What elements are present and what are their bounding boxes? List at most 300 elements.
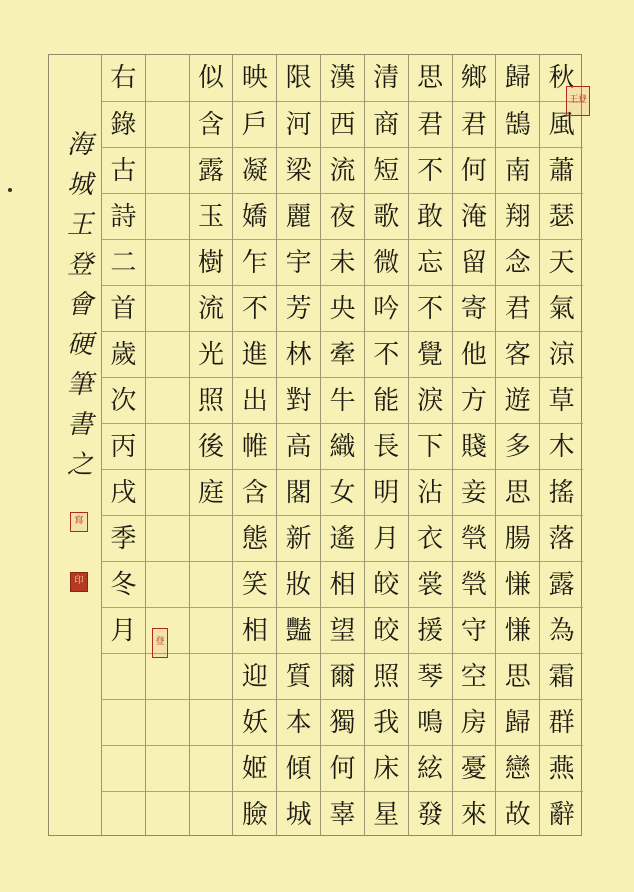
character: 錄 bbox=[110, 109, 137, 140]
character: 群 bbox=[548, 707, 575, 738]
char-cell bbox=[190, 699, 233, 745]
character: 玉 bbox=[198, 201, 225, 232]
character: 戌 bbox=[110, 477, 137, 508]
character: 右 bbox=[110, 63, 137, 93]
text-column-5 bbox=[364, 55, 408, 835]
character: 詩 bbox=[110, 201, 137, 232]
char-cell bbox=[146, 791, 189, 837]
char-cell bbox=[409, 607, 452, 653]
character: 清 bbox=[373, 63, 400, 93]
character: 氣 bbox=[548, 293, 575, 324]
char-cell bbox=[496, 193, 539, 239]
char-cell bbox=[102, 101, 145, 147]
char-cell bbox=[321, 285, 364, 331]
mid-seal: 寫 bbox=[70, 512, 88, 532]
character: 高 bbox=[285, 431, 312, 462]
char-cell bbox=[540, 285, 583, 331]
char-cell bbox=[146, 699, 189, 745]
char-cell bbox=[365, 653, 408, 699]
char-cell bbox=[190, 515, 233, 561]
char-cell bbox=[409, 745, 452, 791]
char-cell bbox=[365, 239, 408, 285]
char-cell bbox=[496, 423, 539, 469]
char-cell bbox=[277, 55, 320, 101]
character: 敢 bbox=[417, 201, 444, 232]
character: 歌 bbox=[373, 201, 400, 232]
character: 琴 bbox=[417, 661, 444, 692]
char-cell bbox=[321, 55, 364, 101]
char-cell bbox=[365, 791, 408, 837]
char-cell bbox=[365, 699, 408, 745]
char-cell bbox=[540, 791, 583, 837]
char-cell bbox=[453, 607, 496, 653]
character: 妖 bbox=[241, 707, 268, 738]
char-cell bbox=[321, 561, 364, 607]
char-cell bbox=[102, 561, 145, 607]
char-cell bbox=[409, 331, 452, 377]
char-cell bbox=[365, 423, 408, 469]
char-cell bbox=[233, 469, 276, 515]
character: 君 bbox=[460, 109, 487, 140]
char-cell bbox=[277, 791, 320, 837]
char-cell bbox=[277, 239, 320, 285]
character: 我 bbox=[373, 707, 400, 738]
character: 宇 bbox=[285, 247, 312, 278]
character: 照 bbox=[198, 385, 225, 416]
character: 含 bbox=[241, 477, 268, 508]
character: 商 bbox=[373, 109, 400, 140]
signature-column bbox=[58, 130, 98, 510]
char-cell bbox=[453, 285, 496, 331]
char-cell bbox=[496, 469, 539, 515]
character: 風 bbox=[548, 109, 575, 140]
character: 古 bbox=[110, 155, 137, 186]
char-cell bbox=[321, 193, 364, 239]
char-cell bbox=[146, 239, 189, 285]
char-cell bbox=[146, 561, 189, 607]
character: 冬 bbox=[110, 569, 137, 600]
character: 對 bbox=[285, 385, 312, 416]
character: 搖 bbox=[548, 477, 575, 508]
character: 腸 bbox=[504, 523, 531, 554]
character: 翔 bbox=[504, 201, 531, 232]
char-cell bbox=[540, 239, 583, 285]
character: 明 bbox=[373, 477, 400, 508]
character: 城 bbox=[285, 799, 312, 830]
text-column-6 bbox=[320, 55, 364, 835]
char-cell bbox=[277, 745, 320, 791]
character: 寄 bbox=[460, 293, 487, 324]
char-cell bbox=[453, 561, 496, 607]
char-cell bbox=[102, 423, 145, 469]
character: 來 bbox=[460, 799, 487, 830]
char-cell bbox=[496, 285, 539, 331]
char-cell bbox=[190, 193, 233, 239]
character: 首 bbox=[110, 293, 137, 324]
character: 淹 bbox=[460, 201, 487, 232]
character: 短 bbox=[373, 155, 400, 186]
character: 爾 bbox=[329, 661, 356, 692]
character: 含 bbox=[198, 109, 225, 140]
char-cell bbox=[321, 469, 364, 515]
char-cell bbox=[233, 377, 276, 423]
char-cell bbox=[190, 239, 233, 285]
character: 淚 bbox=[417, 385, 444, 416]
char-cell bbox=[277, 193, 320, 239]
char-cell bbox=[365, 331, 408, 377]
char-cell bbox=[190, 285, 233, 331]
character: 他 bbox=[460, 339, 487, 370]
character: 天 bbox=[548, 247, 575, 278]
char-cell bbox=[277, 147, 320, 193]
char-cell bbox=[453, 55, 496, 101]
char-cell bbox=[190, 331, 233, 377]
char-cell bbox=[277, 423, 320, 469]
char-cell bbox=[146, 469, 189, 515]
character: 相 bbox=[241, 615, 268, 646]
character: 星 bbox=[373, 799, 400, 830]
character: 瑟 bbox=[548, 201, 575, 232]
char-cell bbox=[277, 653, 320, 699]
character: 月 bbox=[110, 615, 137, 646]
char-cell bbox=[146, 745, 189, 791]
char-cell bbox=[365, 607, 408, 653]
character: 織 bbox=[329, 431, 356, 462]
char-cell bbox=[365, 147, 408, 193]
character: 遙 bbox=[329, 523, 356, 554]
character: 不 bbox=[417, 293, 444, 324]
char-cell bbox=[409, 699, 452, 745]
char-cell bbox=[321, 239, 364, 285]
char-cell bbox=[190, 423, 233, 469]
char-cell bbox=[321, 101, 364, 147]
char-cell bbox=[496, 607, 539, 653]
character: 辜 bbox=[329, 799, 356, 830]
text-column-7 bbox=[276, 55, 320, 835]
text-column-4 bbox=[408, 55, 452, 835]
character: 衣 bbox=[417, 523, 444, 554]
char-cell bbox=[321, 377, 364, 423]
character: 發 bbox=[417, 799, 444, 830]
char-cell bbox=[102, 331, 145, 377]
char-cell bbox=[321, 515, 364, 561]
character: 麗 bbox=[285, 201, 312, 232]
char-cell bbox=[277, 607, 320, 653]
char-cell bbox=[409, 653, 452, 699]
char-cell bbox=[321, 423, 364, 469]
character: 次 bbox=[110, 385, 137, 416]
character: 忘 bbox=[417, 247, 444, 278]
character: 慊 bbox=[504, 615, 531, 646]
char-cell bbox=[496, 745, 539, 791]
character: 思 bbox=[504, 477, 531, 508]
char-cell bbox=[496, 653, 539, 699]
char-cell bbox=[496, 791, 539, 837]
character: 歸 bbox=[504, 63, 531, 93]
char-cell bbox=[409, 147, 452, 193]
char-cell bbox=[540, 745, 583, 791]
character: 光 bbox=[198, 339, 225, 370]
character: 蕭 bbox=[548, 155, 575, 186]
character: 似 bbox=[198, 63, 225, 93]
char-cell bbox=[190, 147, 233, 193]
char-cell bbox=[496, 561, 539, 607]
character: 燕 bbox=[548, 753, 575, 784]
character: 不 bbox=[373, 339, 400, 370]
char-cell bbox=[365, 377, 408, 423]
char-cell bbox=[233, 55, 276, 101]
character: 下 bbox=[417, 431, 444, 462]
char-cell bbox=[190, 377, 233, 423]
char-cell bbox=[409, 469, 452, 515]
character: 望 bbox=[329, 615, 356, 646]
char-cell bbox=[233, 285, 276, 331]
char-cell bbox=[453, 469, 496, 515]
char-cell bbox=[233, 515, 276, 561]
char-cell bbox=[233, 607, 276, 653]
char-cell bbox=[496, 55, 539, 101]
character: 思 bbox=[504, 661, 531, 692]
red-seal: 印 bbox=[70, 572, 88, 592]
char-cell bbox=[146, 101, 189, 147]
char-cell bbox=[102, 193, 145, 239]
character: 鳴 bbox=[417, 707, 444, 738]
character: 賤 bbox=[460, 431, 487, 462]
signature-text: 海城王登會硬筆書之 bbox=[62, 130, 93, 490]
char-cell bbox=[277, 377, 320, 423]
character: 相 bbox=[329, 569, 356, 600]
character: 樹 bbox=[198, 247, 225, 278]
char-cell bbox=[453, 239, 496, 285]
char-cell bbox=[409, 423, 452, 469]
character: 君 bbox=[417, 109, 444, 140]
char-cell bbox=[190, 653, 233, 699]
char-cell bbox=[233, 147, 276, 193]
char-cell bbox=[102, 55, 145, 101]
character: 質 bbox=[285, 661, 312, 692]
char-cell bbox=[102, 147, 145, 193]
char-cell bbox=[409, 515, 452, 561]
character: 牛 bbox=[329, 385, 356, 416]
character: 煢 bbox=[460, 523, 487, 554]
character: 映 bbox=[241, 63, 268, 93]
char-cell bbox=[496, 699, 539, 745]
character: 絃 bbox=[417, 753, 444, 784]
character: 林 bbox=[285, 339, 312, 370]
char-cell bbox=[540, 469, 583, 515]
character: 梁 bbox=[285, 155, 312, 186]
character: 木 bbox=[548, 431, 575, 462]
text-column-11 bbox=[101, 55, 145, 835]
character: 新 bbox=[285, 523, 312, 554]
character: 凝 bbox=[241, 155, 268, 186]
character: 態 bbox=[241, 523, 268, 554]
character: 能 bbox=[373, 385, 400, 416]
character: 月 bbox=[373, 523, 400, 554]
char-cell bbox=[321, 331, 364, 377]
character: 歸 bbox=[504, 707, 531, 738]
char-cell bbox=[102, 699, 145, 745]
char-cell bbox=[453, 101, 496, 147]
char-cell bbox=[540, 699, 583, 745]
char-cell bbox=[540, 331, 583, 377]
char-cell bbox=[190, 561, 233, 607]
char-cell bbox=[453, 515, 496, 561]
char-cell bbox=[453, 791, 496, 837]
char-cell bbox=[453, 193, 496, 239]
character: 漢 bbox=[329, 63, 356, 93]
char-cell bbox=[233, 239, 276, 285]
character: 未 bbox=[329, 247, 356, 278]
char-cell bbox=[102, 515, 145, 561]
character: 妝 bbox=[285, 569, 312, 600]
char-cell bbox=[409, 193, 452, 239]
character: 露 bbox=[548, 569, 575, 600]
char-cell bbox=[453, 331, 496, 377]
character: 房 bbox=[460, 707, 487, 738]
char-cell bbox=[102, 745, 145, 791]
character: 何 bbox=[329, 753, 356, 784]
char-cell bbox=[365, 101, 408, 147]
char-cell bbox=[365, 515, 408, 561]
character: 豔 bbox=[285, 615, 312, 646]
char-cell bbox=[540, 653, 583, 699]
char-cell bbox=[146, 193, 189, 239]
text-column-3 bbox=[452, 55, 496, 835]
character: 央 bbox=[329, 293, 356, 324]
character: 微 bbox=[373, 247, 400, 278]
character: 守 bbox=[460, 615, 487, 646]
ink-dot bbox=[8, 188, 12, 192]
character: 援 bbox=[417, 615, 444, 646]
char-cell bbox=[102, 377, 145, 423]
char-cell bbox=[102, 469, 145, 515]
character: 煢 bbox=[460, 569, 487, 600]
character: 流 bbox=[329, 155, 356, 186]
char-cell bbox=[540, 607, 583, 653]
char-cell bbox=[102, 607, 145, 653]
character: 帷 bbox=[241, 431, 268, 462]
char-cell bbox=[409, 239, 452, 285]
character: 閣 bbox=[285, 477, 312, 508]
char-cell bbox=[365, 561, 408, 607]
char-cell bbox=[453, 699, 496, 745]
char-cell bbox=[146, 285, 189, 331]
char-cell bbox=[277, 561, 320, 607]
character: 方 bbox=[460, 385, 487, 416]
text-column-10 bbox=[145, 55, 189, 835]
char-cell bbox=[190, 791, 233, 837]
char-cell bbox=[190, 101, 233, 147]
character: 慊 bbox=[504, 569, 531, 600]
char-cell bbox=[321, 699, 364, 745]
char-cell bbox=[496, 101, 539, 147]
char-cell bbox=[233, 423, 276, 469]
char-cell bbox=[102, 791, 145, 837]
text-column-1 bbox=[539, 55, 583, 835]
char-cell bbox=[321, 607, 364, 653]
character: 鄉 bbox=[460, 63, 487, 93]
character: 妾 bbox=[460, 477, 487, 508]
char-cell bbox=[233, 561, 276, 607]
character: 露 bbox=[198, 155, 225, 186]
char-cell bbox=[190, 469, 233, 515]
character: 出 bbox=[241, 385, 268, 416]
char-cell bbox=[277, 469, 320, 515]
character: 獨 bbox=[329, 707, 356, 738]
character: 戶 bbox=[241, 109, 268, 140]
character: 皎 bbox=[373, 569, 400, 600]
calligraphy-grid bbox=[48, 54, 582, 836]
char-cell bbox=[233, 101, 276, 147]
character: 姬 bbox=[241, 753, 268, 784]
character: 鵠 bbox=[504, 109, 531, 140]
char-cell bbox=[496, 377, 539, 423]
character: 霜 bbox=[548, 661, 575, 692]
char-cell bbox=[540, 561, 583, 607]
char-cell bbox=[321, 147, 364, 193]
character: 進 bbox=[241, 339, 268, 370]
character: 臉 bbox=[241, 799, 268, 830]
char-cell bbox=[277, 101, 320, 147]
char-cell bbox=[146, 423, 189, 469]
character: 照 bbox=[373, 661, 400, 692]
top-seal: 王登 bbox=[566, 86, 590, 116]
char-cell bbox=[496, 147, 539, 193]
char-cell bbox=[540, 515, 583, 561]
char-cell bbox=[409, 285, 452, 331]
character: 吟 bbox=[373, 293, 400, 324]
character: 思 bbox=[417, 63, 444, 93]
character: 空 bbox=[460, 661, 487, 692]
char-cell bbox=[453, 745, 496, 791]
char-cell bbox=[190, 745, 233, 791]
character: 後 bbox=[198, 431, 225, 462]
character: 牽 bbox=[329, 339, 356, 370]
character: 君 bbox=[504, 293, 531, 324]
character: 裳 bbox=[417, 569, 444, 600]
char-cell bbox=[409, 377, 452, 423]
char-cell bbox=[540, 423, 583, 469]
char-cell bbox=[409, 561, 452, 607]
character: 不 bbox=[417, 155, 444, 186]
character: 多 bbox=[504, 431, 531, 462]
char-cell bbox=[453, 377, 496, 423]
char-cell bbox=[277, 331, 320, 377]
character: 本 bbox=[285, 707, 312, 738]
character: 南 bbox=[504, 155, 531, 186]
character: 客 bbox=[504, 339, 531, 370]
char-cell bbox=[146, 55, 189, 101]
character: 故 bbox=[504, 799, 531, 830]
character: 流 bbox=[198, 293, 225, 324]
text-column-9 bbox=[189, 55, 233, 835]
character: 涼 bbox=[548, 339, 575, 370]
char-cell bbox=[365, 285, 408, 331]
char-cell bbox=[409, 791, 452, 837]
character: 沾 bbox=[417, 477, 444, 508]
character: 戀 bbox=[504, 753, 531, 784]
char-cell bbox=[496, 515, 539, 561]
character: 西 bbox=[329, 109, 356, 140]
char-cell bbox=[233, 699, 276, 745]
character: 嬌 bbox=[241, 201, 268, 232]
char-cell bbox=[146, 515, 189, 561]
character: 留 bbox=[460, 247, 487, 278]
text-column-8 bbox=[232, 55, 276, 835]
char-cell bbox=[233, 791, 276, 837]
character: 庭 bbox=[198, 477, 225, 508]
